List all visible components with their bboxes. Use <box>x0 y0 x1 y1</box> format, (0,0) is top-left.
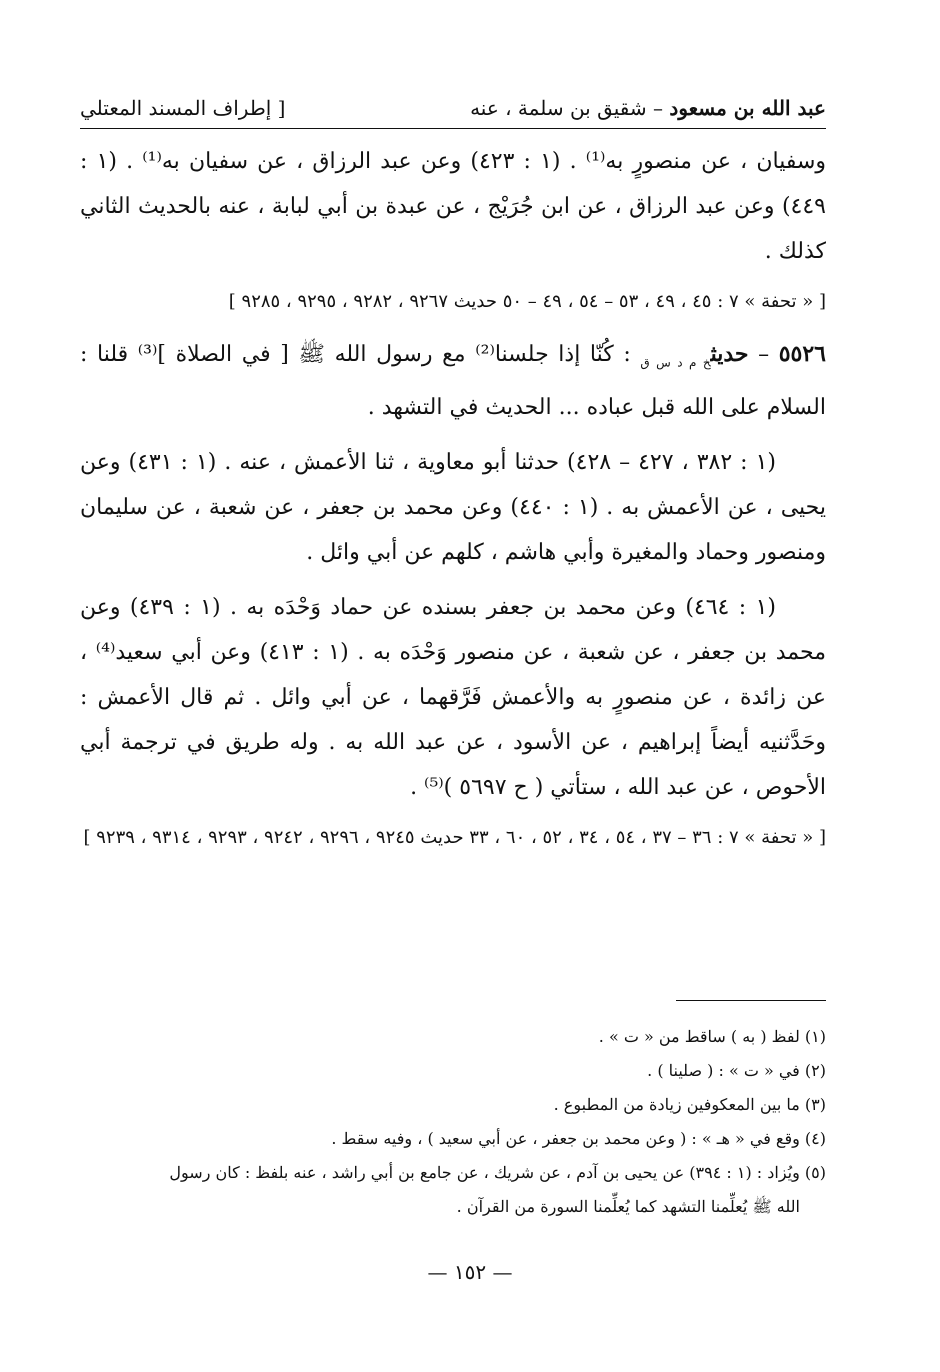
hadith-number: ٥٥٢٦ <box>778 341 826 367</box>
footnote-1: (١) لفظ ( به ) ساقط من « ت » . <box>598 1027 826 1046</box>
footnote-2: (٢) في « ت » : ( صلينا ) . <box>647 1061 826 1080</box>
reference-tuhfa-2: [ « تحفة » ٧ : ٣٦ – ٣٧ ، ٥٤ ، ٣٤ ، ٥٢ ، ٦٠ ، ٣٣ حديث ٩٢٤٥ ، ٩٢٩٦ ، ٩٢٤٢ ، ٩٢٩٣ ، ٩٣١٤ ، ٩٢٣٩ ] <box>83 827 826 849</box>
paragraph-2: (١ : ٣٨٢ ، ٤٢٧ – ٤٢٨) حدثنا أبو معاوية ، ثنا الأعمش ، عنه . (١ : ٤٣١) وعن يحيى ، عن الأعمش به . (١ : ٤٤٠) وعن محمد بن جعفر ، عن شعبة ، عن سليمان ومنصور وحماد والمغيرة وأبي هاشم ، كلهم عن أبي وائل . <box>80 450 826 566</box>
header-author: عبد الله بن مسعود <box>669 96 826 120</box>
header-book-title: [ إطراف المسند المعتلي <box>80 96 286 120</box>
hadith-heading: ٥٥٢٦ – حديث$_{خ م د س ق}$ : كُنّا إذا جلسنا⁽²⁾ مع رسول الله ﷺ [ في الصلاة ]⁽³⁾ قلنا : السلام على الله قبل عباده ... الحديث في التشهد . <box>80 341 826 421</box>
body-text <box>80 139 826 858</box>
footnote-5: (٥) ويُزاد : (١ : ٣٩٤) عن يحيى بن آدم ، عن شريك ، عن جامع بن أبي راشد ، عنه بلفظ : كان رسول <box>169 1163 826 1182</box>
paragraph-3: (١ : ٤٦٤) وعن محمد بن جعفر بسنده عن حماد وَحْدَه به . (١ : ٤٣٩) وعن محمد بن جعفر ، عن شعبة ، عن منصور وَحْدَه به . (١ : ٤١٣) وعن أبي سعيد⁽⁴⁾ ، عن زائدة ، عن منصورٍ به والأعمش فَرَّقهما ، عن أبي وائل . ثم قال الأعمش : وحَدَّثنيه أيضاً إبراهيم ، عن الأسود ، عن عبد الله به . وله طريق في ترجمة أبي الأحوص ، عن عبد الله ، ستأتي ( ح ٥٦٩٧ )⁽⁵⁾ . <box>80 595 827 801</box>
footnotes <box>80 1020 826 1224</box>
paragraph-1: وسفيان ، عن منصورٍ به⁽¹⁾ . (١ : ٤٢٣) وعن عبد الرزاق ، عن سفيان به⁽¹⁾ . (١ : ٤٤٩) وعن عبد الرزاق ، عن ابن جُرَيْج ، عن عبدة بن أبي لبابة ، عنه بالحديث الثاني كذلك . <box>80 149 827 264</box>
page-number: — ١٥٢ — <box>427 1260 513 1284</box>
footnote-separator <box>676 1000 826 1001</box>
hadith-label: حديث <box>710 341 749 367</box>
header-chain: – شقيق بن سلمة ، عنه <box>470 96 664 120</box>
hadith-text: : كُنّا إذا جلسنا⁽²⁾ مع رسول الله ﷺ [ في الصلاة ]⁽³⁾ قلنا : السلام على الله قبل عباده ... الحديث في التشهد . <box>80 342 826 421</box>
page <box>80 96 826 864</box>
hadith-sigla: خ م د س ق <box>640 355 711 370</box>
footnote-3: (٣) ما بين المعكوفين زيادة من المطبوع . <box>553 1095 826 1114</box>
reference-tuhfa-1: [ « تحفة » ٧ : ٤٥ ، ٤٩ ، ٥٣ – ٥٤ ، ٤٩ – ٥٠ حديث ٩٢٦٧ ، ٩٢٨٢ ، ٩٢٩٥ ، ٩٢٨٥ ] <box>228 291 826 312</box>
header-right <box>470 96 826 120</box>
running-header <box>80 96 826 129</box>
footnote-5-continued: الله ﷺ يُعلِّمنا التشهد كما يُعلِّمنا السورة من القرآن . <box>456 1197 800 1216</box>
footnote-4: (٤) وقع في « هـ » : ( وعن محمد بن جعفر ، عن أبي سعيد ) ، وفيه سقط . <box>331 1129 826 1148</box>
